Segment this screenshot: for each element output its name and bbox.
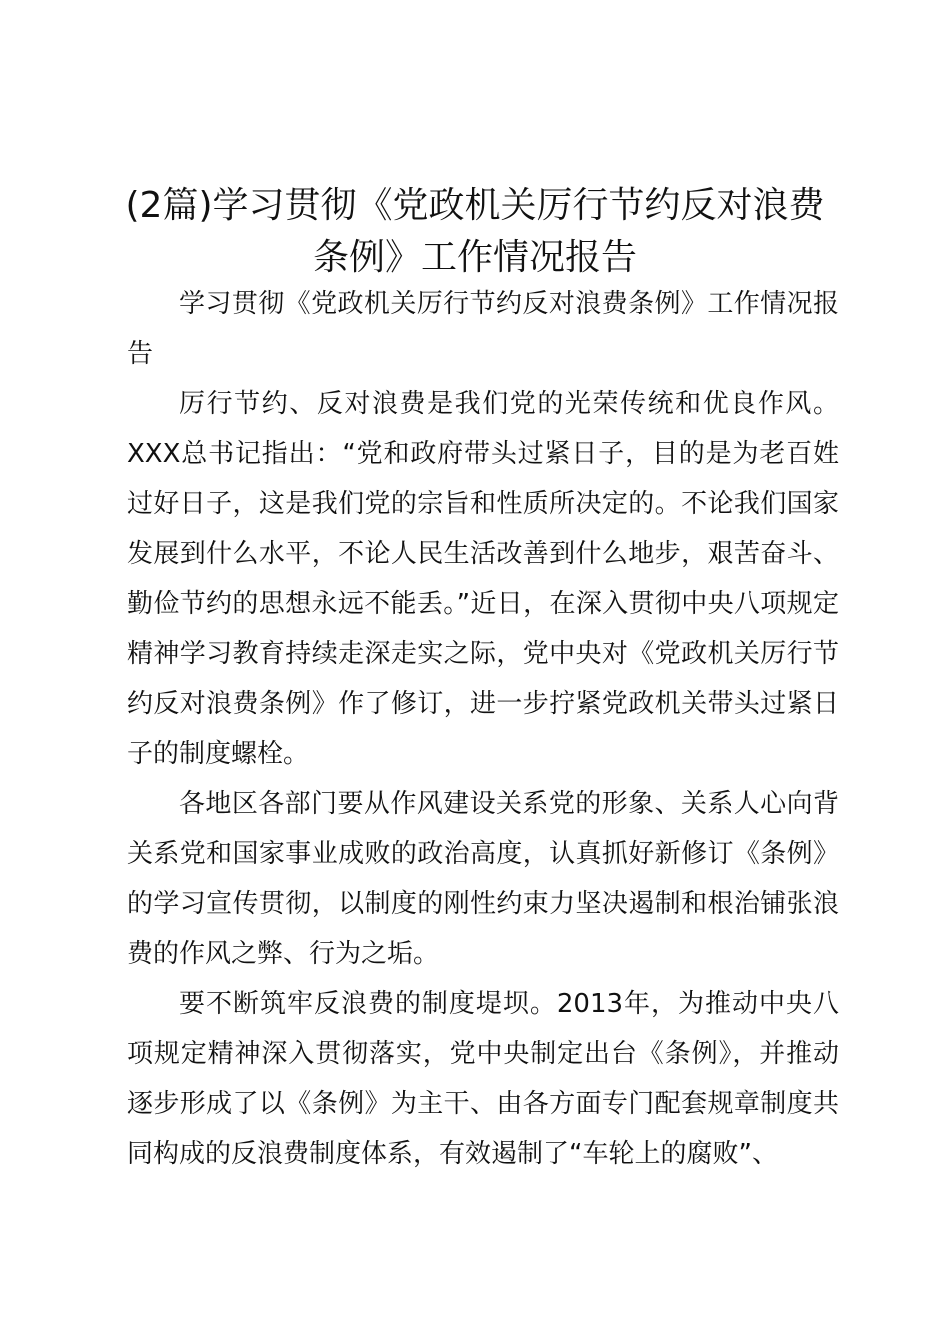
paragraph-3: 要不断筑牢反浪费的制度堤坝。2013年，为推动中央八项规定精神深入贯彻落实，党中央制定出台《条例》，并推动逐步形成了以《条例》为主干、由各方面专门配套规章制度共同构成的反浪费制度体系，有效遏制了“车轮上的腐败”、 bbox=[127, 989, 839, 1169]
title-line-1: (2篇)学习贯彻《党政机关厉行节约反对浪费 bbox=[125, 185, 825, 226]
document-title bbox=[100, 180, 850, 284]
document-body bbox=[127, 279, 839, 1179]
paragraph-1: 厉行节约、反对浪费是我们党的光荣传统和优良作风。XXX总书记指出：“党和政府带头过紧日子，目的是为老百姓过好日子，这是我们党的宗旨和性质所决定的。不论我们国家发展到什么水平，不论人民生活改善到什么地步，艰苦奋斗、勤俭节约的思想永远不能丢。”近日，在深入贯彻中央八项规定精神学习教育持续走深走实之际，党中央对《党政机关厉行节约反对浪费条例》作了修订，进一步拧紧党政机关带头过紧日子的制度螺栓。 bbox=[127, 389, 839, 769]
paragraph-2: 各地区各部门要从作风建设关系党的形象、关系人心向背关系党和国家事业成败的政治高度，认真抓好新修订《条例》的学习宣传贯彻，以制度的刚性约束力坚决遏制和根治铺张浪费的作风之弊、行为之垢。 bbox=[127, 789, 839, 969]
title-line-2: 条例》工作情况报告 bbox=[312, 237, 637, 278]
paragraph-subtitle: 学习贯彻《党政机关厉行节约反对浪费条例》工作情况报告 bbox=[127, 289, 839, 369]
